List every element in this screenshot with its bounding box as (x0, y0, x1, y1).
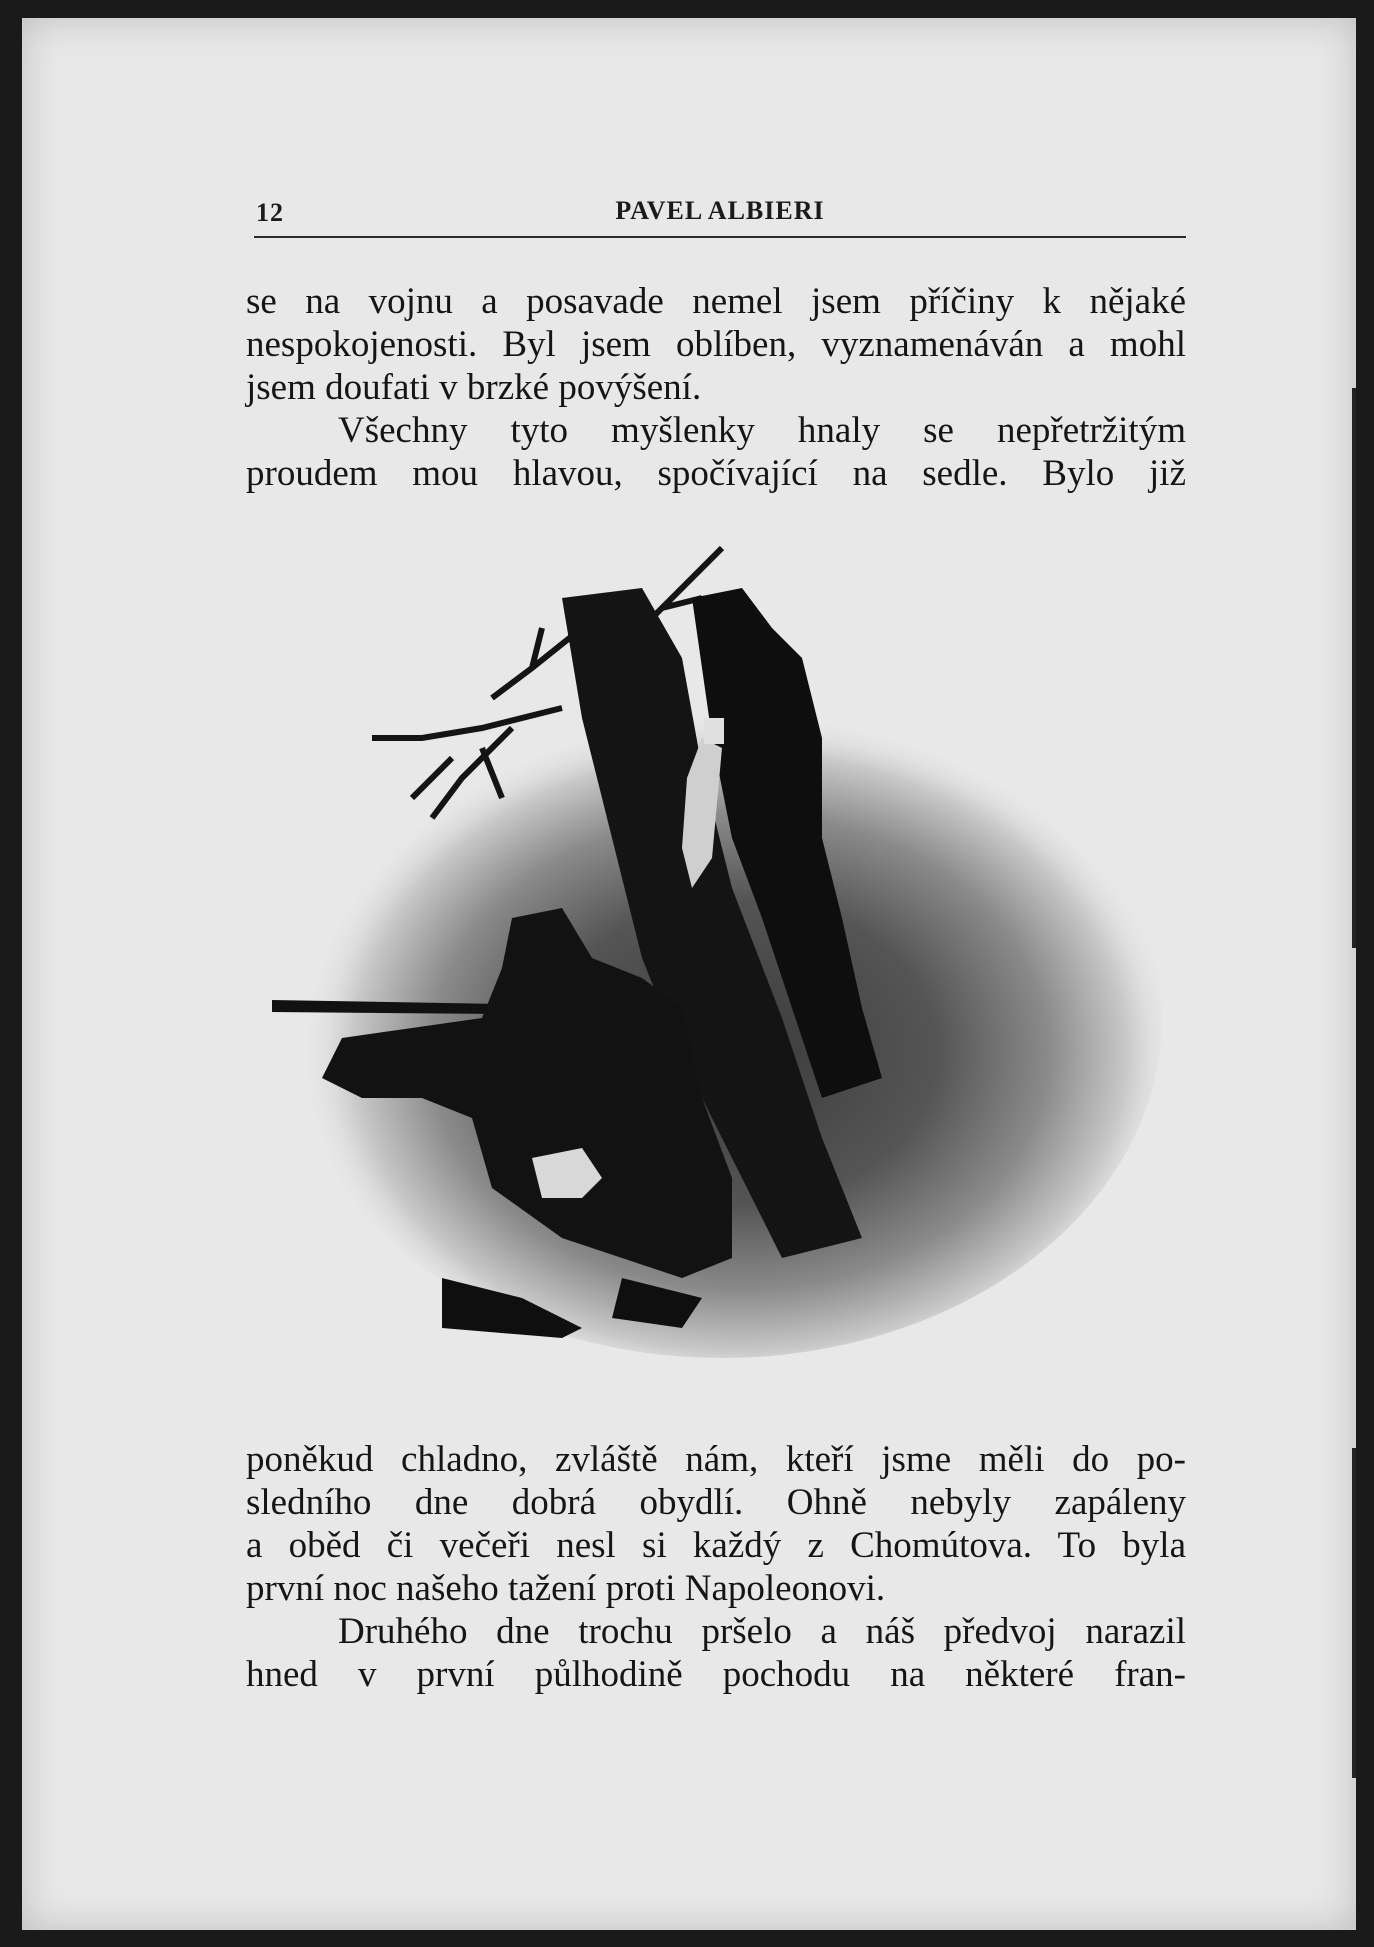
binding-edge-mark (1352, 388, 1356, 948)
soldiers-illustration (262, 538, 1182, 1398)
top-paragraph (246, 280, 1186, 495)
text-line: se na vojnu a posavade nemel jsem příčiny k nějaké (246, 281, 1186, 322)
text-line: sledního dne dobrá obydlí. Ohně nebyly zapáleny (246, 1482, 1186, 1523)
text-line: Všechny tyto myšlenky hnaly se nepřetržitým (338, 410, 1186, 451)
page-number: 12 (256, 198, 284, 227)
binding-edge-mark (1352, 1448, 1356, 1778)
text-line: jsem doufati v brzké povýšení. (246, 367, 702, 408)
text-line: první noc našeho tažení proti Napoleonovi. (246, 1568, 886, 1609)
text-line: Druhého dne trochu pršelo a náš předvoj narazil (338, 1611, 1186, 1652)
bottom-paragraph (246, 1438, 1186, 1696)
text-line: poněkud chladno, zvláště nám, kteří jsme měli do po- (246, 1439, 1186, 1480)
text-line: a oběd či večeři nesl si každý z Chomútova. To byla (246, 1525, 1186, 1566)
page-header (254, 190, 1186, 238)
running-title: PAVEL ALBIERI (615, 196, 825, 225)
text-line: nespokojenosti. Byl jsem oblíben, vyznamenáván a mohl (246, 324, 1186, 365)
text-line: proudem mou hlavou, spočívající na sedle. Bylo již (246, 453, 1186, 494)
book-page (22, 18, 1356, 1930)
text-line: hned v první půlhodině pochodu na některé fran- (246, 1654, 1186, 1695)
